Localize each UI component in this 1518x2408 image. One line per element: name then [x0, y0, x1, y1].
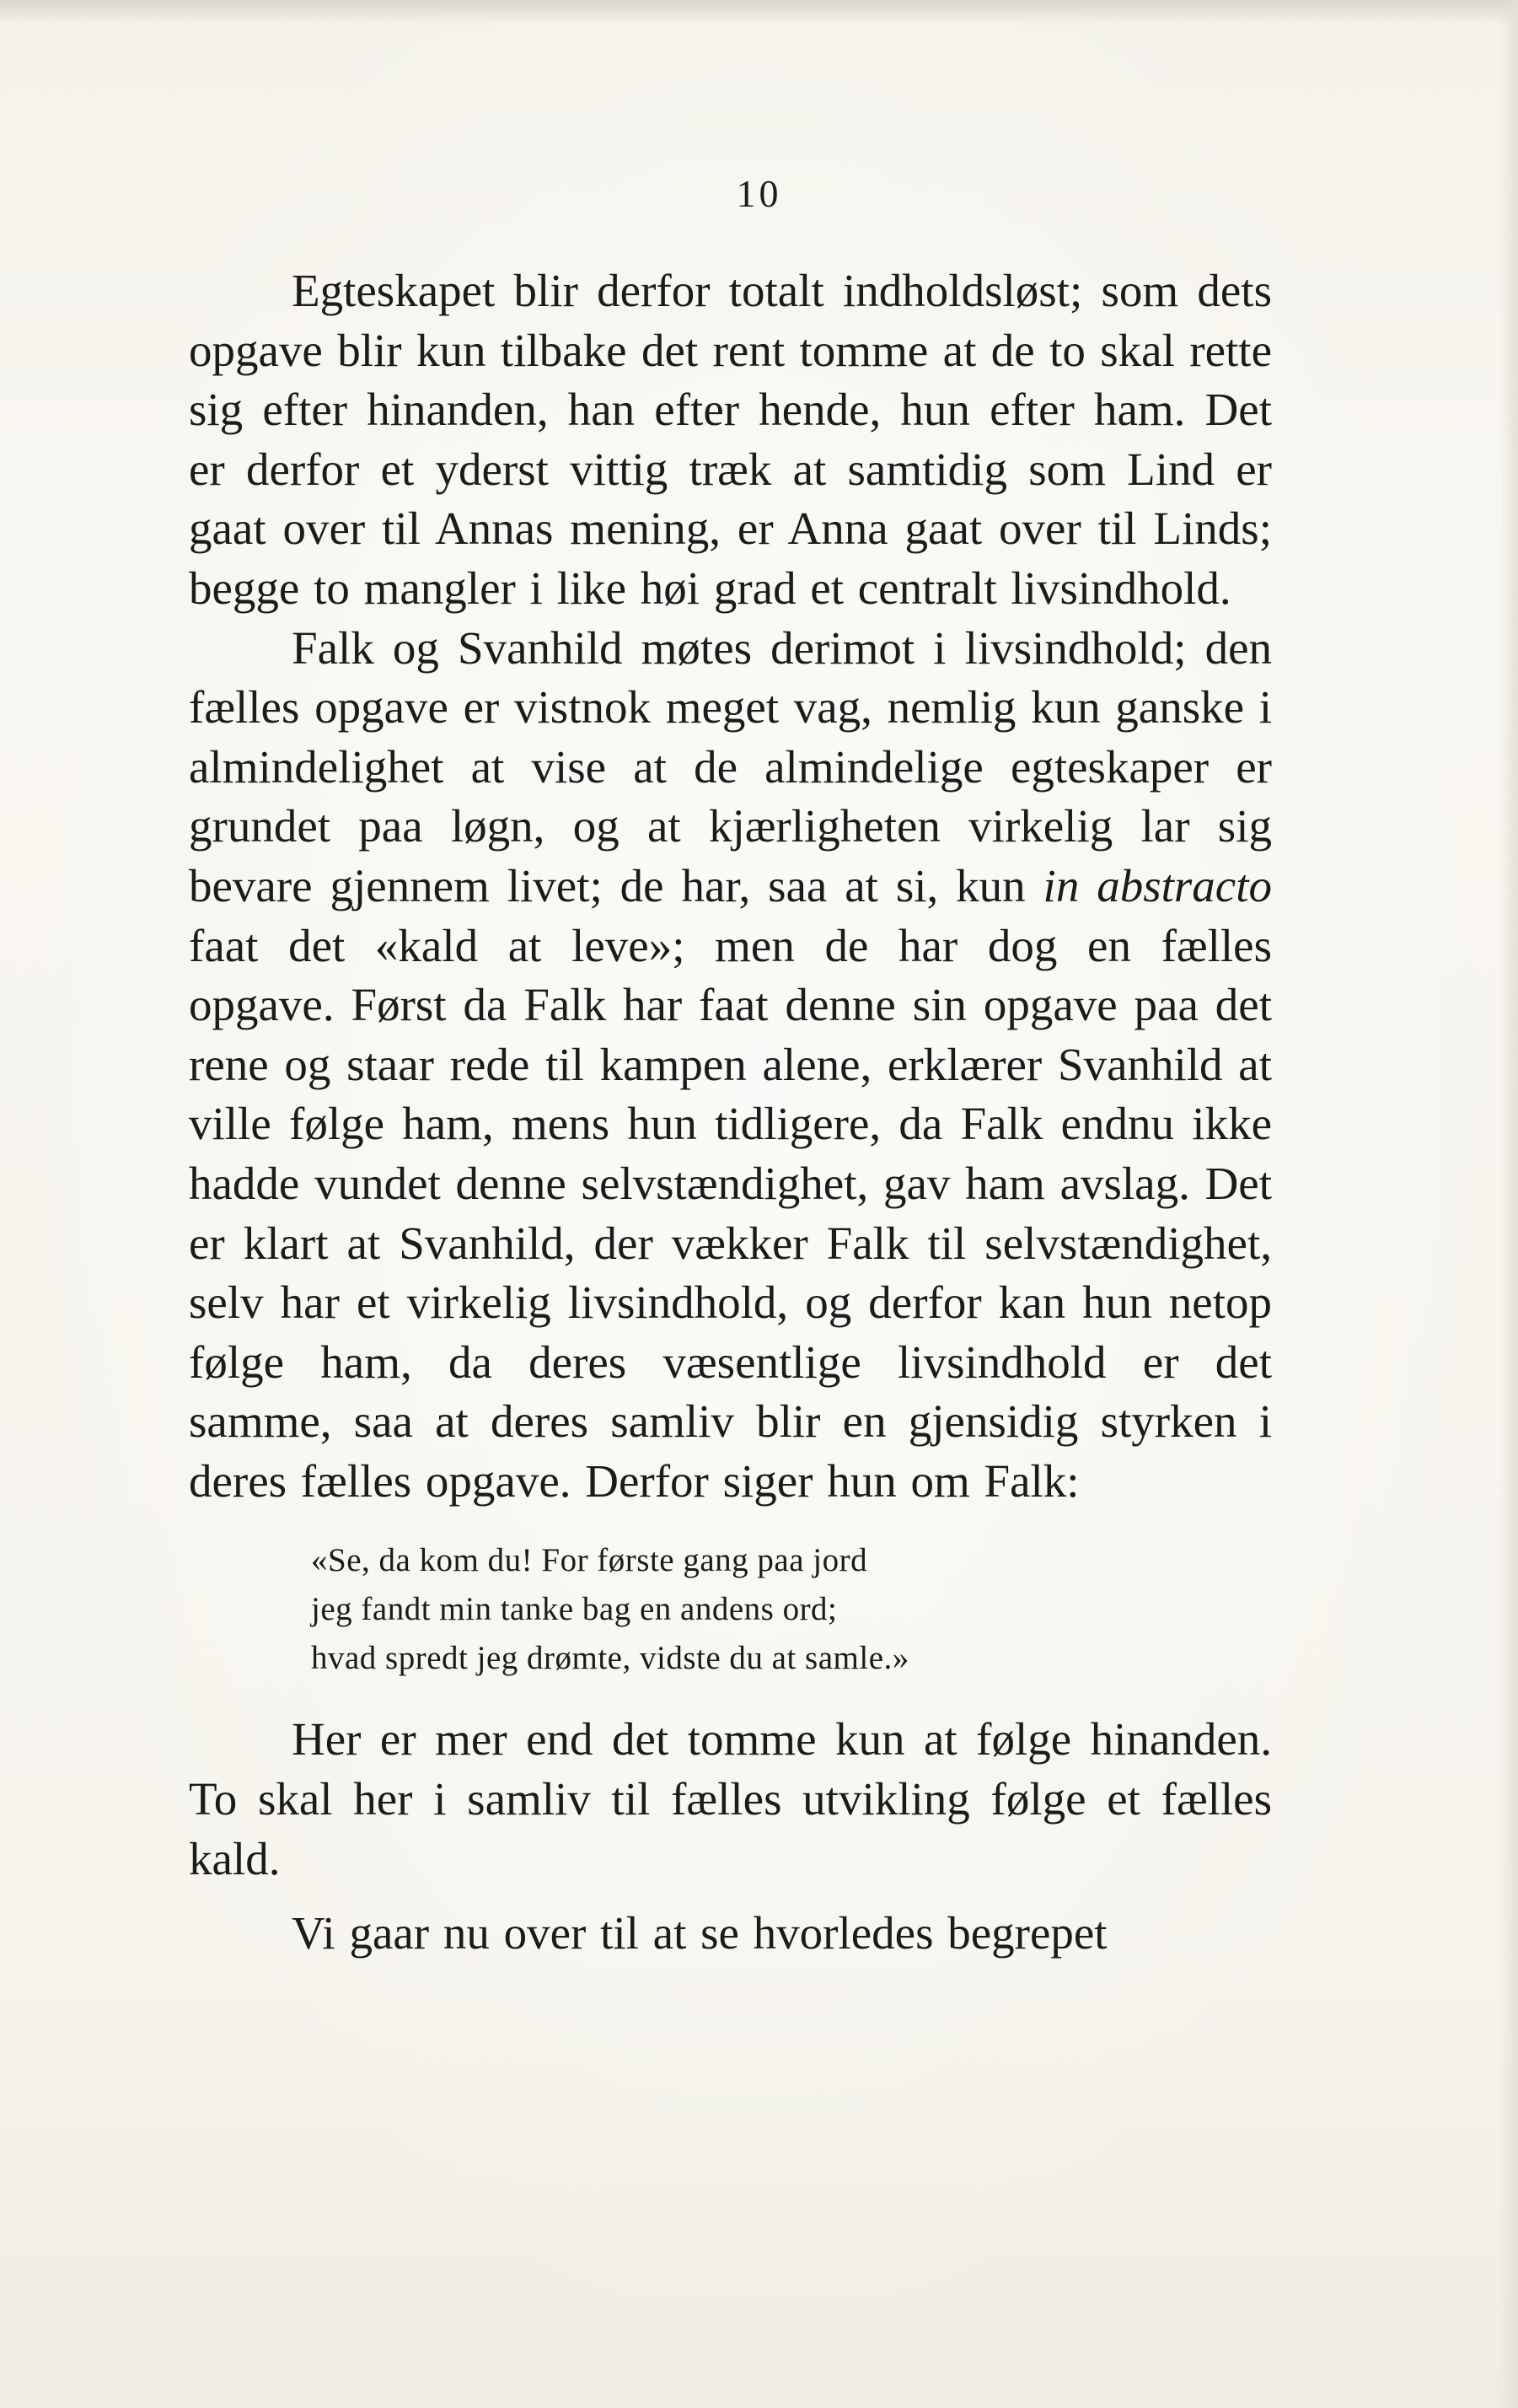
paragraph-1: [189, 261, 1272, 619]
verse-line: jeg fandt min tanke bag en andens ord;: [311, 1591, 838, 1628]
paragraph-2: [189, 619, 1272, 1512]
italic-phrase: in abstracto: [1043, 859, 1273, 911]
page-number: 10: [736, 172, 782, 215]
page-edge-shadow-right: [1499, 0, 1518, 2408]
paragraph-3: [189, 1710, 1272, 1889]
paragraph-4: [189, 1904, 1272, 1964]
paragraph-4-text: Vi gaar nu over til at se hvorledes begrepet: [292, 1907, 1108, 1959]
verse-quote: [311, 1536, 1272, 1683]
verse-line: hvad spredt jeg drømte, vidste du at samle.»: [311, 1640, 909, 1677]
page-edge-shadow-top: [0, 0, 1518, 25]
paragraph-2-text-end: faat det «kald at leve»; men de har dog en fælles opgave. Først da Falk har faat denne sin opgave paa det rene og staar rede til kampen alene, erklærer Svanhild at ville følge ham, mens hun tidligere, da Falk endnu ikke hadde vundet denne selvstændighet, gav ham avslag. Det er klart at Svanhild, der vækker Falk til selvstændighet, selv har et virkelig livsindhold, og derfor kan hun netop følge ham, da deres væsentlige livsindhold er det samme, saa at deres samliv blir en gjensidig styrken i deres fælles opgave. Derfor siger hun om Falk:: [189, 919, 1272, 1507]
verse-line: «Se, da kom du! For første gang paa jord: [311, 1542, 868, 1579]
body-text: [189, 261, 1272, 1964]
paragraph-2-text-start: Falk og Svanhild møtes derimot i livsindhold; den fælles opgave er vistnok meget vag, nemlig kun ganske i almindelighet at vise at de almindelige egteskaper er grundet paa løgn, og at kjærligheten virkelig lar sig bevare gjennem livet; de har, saa at si, kun: [189, 621, 1272, 911]
paragraph-3-text: Her er mer end det tomme kun at følge hinanden. To skal her i samliv til fælles utvikling følge et fælles kald.: [189, 1713, 1272, 1884]
paragraph-1-text: Egteskapet blir derfor totalt indholdsløst; som dets opgave blir kun tilbake det rent tomme at de to skal rette sig efter hinanden, han efter hende, hun efter ham. Det er derfor et yderst vittig træk at samtidig som Lind er gaat over til Annas mening, er Anna gaat over til Linds; begge to mangler i like høi grad et centralt livsindhold.: [189, 265, 1272, 614]
